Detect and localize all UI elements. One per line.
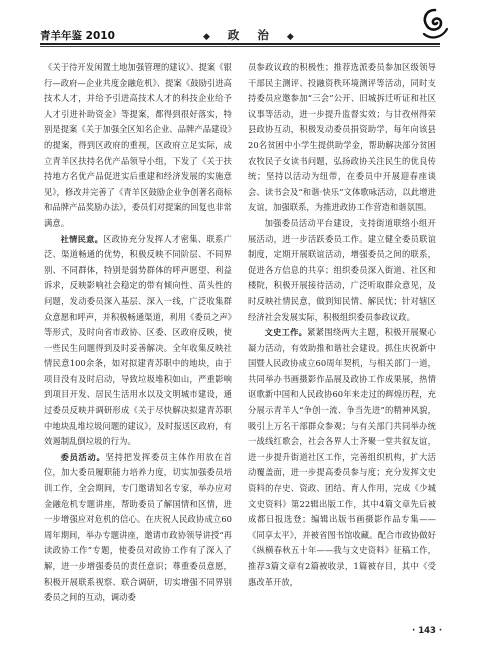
body-social-opinion: 区政协充分发挥人才密集、联系广泛、渠道畅通的优势，积极反映不同阶层、不同界别、不同群体，特别是弱势群体的呼声愿望、利益诉求，反映影响社会稳定的带有倾向性、苗头性的问题，发动委员深入基层、深入一线，广泛收集群众意愿和呼声，并积极畅通渠道，利用《委员之声》等形式，及时向省市政协、区委、区政府反映，使一些民生问题得到及时妥善解决。全年收集反映社情民意100余条，如对拟建青苏职中的地块，由于项目没有及时启动，导致垃圾堆积如山，严重影响到项目开发、居民生活用水以及文明城市建设，通过委员反映并调研形成《关于尽快解决拟建青苏职中地块乱堆垃圾问题的建议》，及时报送区政府，有效遏制乱倒垃圾的行为。	[44, 233, 232, 447]
paragraph-proposals: 《关于待开发闲置土地加强管理的建议》、提案《银行—政府—企业共度金融危机》、提案《鼓励引进高技术人才，并给予引进高技术人才的科技企业给予人才引进补助资金》等提案，都得到很好落实，特别是提案《关于加强全区知名企业、品牌产品建设》的提案，得到区政府的重视，区政府立足实际，成立青羊区扶持名优产品领导小组，下发了《关于扶持地方名优产品促进实后重建和经济发展的实施意见》，修改并完善了《青羊区鼓励企业争创著名商标和品牌产品奖励办法》，委员们对提案的回复也非常满意。	[44, 62, 232, 228]
paragraph-member-activities	[44, 450, 232, 606]
page-header	[40, 25, 440, 47]
yearbook-title: 青羊年鉴 2010	[40, 30, 115, 42]
paragraph-member-participation: 员参政议政的积极性；推荐选派委员参加区级领导干部民主测评、投融资秩环境测评等活动，同时支持委员应邀参加“三会”公开、旧城拆迁听证和社区议事等活动，进一步提升监督实效；与甘孜州得荣县政协互动，积极发动委员捐资助学，每年向该县20名贫困中小学生提供助学金，帮助解决部分贫困农牧民子女读书问题，弘扬政协关注民生的优良传统；坚持以活动为纽带，在委员中开展迎春座谈会、读书会及“和谐·快乐”文体歌咏活动，以此增进友谊，加强联系，为推进政协工作营造和谐氛围。	[248, 62, 436, 213]
paragraph-literature-history	[248, 325, 436, 590]
left-column	[44, 60, 232, 625]
body-literature-history: 紧紧围绕两大主题，积极开展聚心凝力活动，有效助推和谐社会建设。抓住庆祝新中国暨人民政协成立60周年契机，与相关部门一道，共同举办书画摄影作品展及政协工作成果展，热情讴歌新中国和人民政协60年来走过的辉煌历程，充分展示青羊人“争创一流、争当先进”的精神风貌，吸引上万名干部群众参观；与有关部门共同举办统一战线红歌会，社会各界人士齐聚一堂共叙友谊，进一步提升街道社区工作，完善组织机构，扩大活动覆盖面，进一步提高委员参与度；充分发挥文史资料的存史、资政、团结、育人作用，完成《少城文史资料》第22辑出版工作，其中4篇文章先后被成都日报选登；编辑出版书画摄影作品专集——《同享太平》，并被省图书馆收藏。配合市政协做好《纵横春秋五十年——我与文史资料》征稿工作，推荐3篇文章有2篇被收录，1篇被存目，其中《受惠改革开放，	[248, 327, 436, 587]
diamond-icon-right: ◆	[286, 32, 294, 42]
section-title	[203, 27, 294, 43]
diamond-icon: ◆	[203, 32, 210, 42]
section-title-part2: 治	[257, 28, 269, 42]
body-member-activities: 坚持把发挥委员主体作用放在首位，加大委员履职能力培养力度，切实加强委员培训工作，全会期间，专门邀请知名专家，举办应对金融危机专题讲座，帮助委员了解国情和区情，进一步增强应对危机的信心。在庆祝人民政协成立60周年期间，举办专题讲座，邀请市政协领导讲授“再读政协工作”专题，使委员对政协工作有了深入了解，进一步增强委员的责任意识；尊重委员意愿，积极开展联系视察、联合调研，切实增强不同界别委员之间的互动，调动委	[44, 451, 232, 603]
header-rule	[40, 43, 440, 45]
paragraph-platform-building: 加强委员活动平台建设，支持街道联络小组开展活动，进一步活跃委员工作。建立健全委员联谊制度，定期开展联谊活动，增强委员之间的联系，促进各方信息的共享；组织委员深入街道、社区和楼院，积极开展接待活动，广泛听取群众意见，及时反映社情民意，做到知民情、解民忧；针对辖区经济社会发展实际，积极组织委员参政议政。	[248, 217, 436, 322]
header-rule-thin	[40, 46, 440, 47]
page-number: · 143 ·	[412, 626, 443, 636]
section-title-part1: 政	[227, 28, 240, 42]
heading-member-activities: 委员活动。	[60, 451, 106, 462]
paragraph-social-opinion	[44, 232, 232, 450]
swirl-logo-icon	[420, 7, 450, 41]
heading-literature-history: 文史工作。	[264, 327, 308, 338]
right-column	[248, 60, 436, 625]
heading-social-opinion: 社情民意。	[60, 233, 104, 244]
